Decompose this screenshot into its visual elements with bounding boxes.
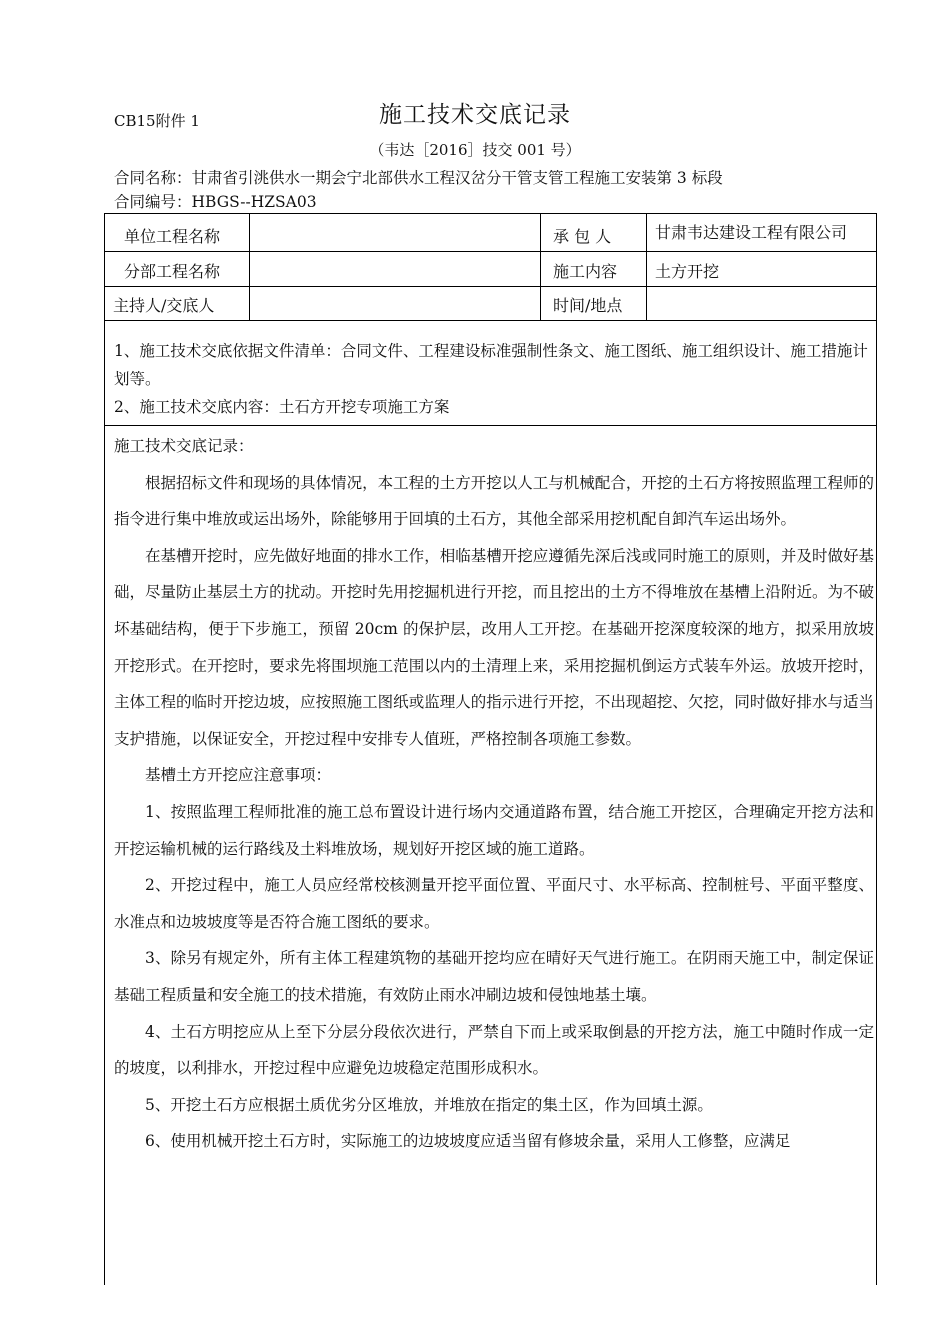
basis-content: 2、施工技术交底内容：土石方开挖专项施工方案 (114, 398, 450, 416)
contract-name: 合同名称：甘肃省引洮供水一期会宁北部供水工程汉岔分干管支管工程施工安装第 3 标段 (114, 169, 723, 187)
construction-content-label: 施工内容 (553, 262, 618, 281)
document-number: （韦达［2016］技交 001 号） (369, 141, 581, 159)
table-col-divider (540, 213, 541, 320)
paragraph: 3、除另有规定外，所有主体工程建筑物的基础开挖均应在晴好天气进行施工。在阴雨天施工中，制定保证基础工程质量和安全施工的技术措施，有效防止雨水冲刷边坡和侵蚀地基土壤。 (114, 949, 874, 1004)
paragraph: 5、开挖土石方应根据土质优劣分区堆放，并堆放在指定的集土区，作为回填土源。 (145, 1095, 713, 1114)
paragraph: 基槽土方开挖应注意事项： (145, 766, 332, 785)
construction-content-value: 土方开挖 (655, 262, 720, 281)
basis-documents: 1、施工技术交底依据文件清单：合同文件、工程建设标准强制性条文、施工图纸、施工组织设计、施工措施计划等。 (114, 342, 868, 388)
table-col-divider (646, 213, 647, 320)
record-heading: 施工技术交底记录： (114, 437, 254, 455)
table-col-divider (249, 213, 250, 320)
time-place-label: 时间/地点 (553, 296, 623, 315)
paragraph: 在基槽开挖时，应先做好地面的排水工作，相临基槽开挖应遵循先深后浅或同时施工的原则，并及时做好基础，尽量防止基层土方的扰动。开挖时先用挖掘机进行开挖，而且挖出的土方不得堆放在基槽上沿附近。为不破坏基础结构，便于下步施工，预留 20cm 的保护层，改用人工开挖。在基础开挖深度较深的地方，拟采用放坡开挖形式。在开挖时，要求先将围坝施工范围以内的土清理上来，采用挖掘机倒运方式装车外运。放坡开挖时，主体工程的临时开挖边坡，应按照施工图纸或监理人的指示进行开挖，不出现超挖、欠挖，同时做好排水与适当支护措施，以保证安全，开挖过程中安排专人值班，严格控制各项施工参数。 (114, 546, 874, 748)
contractor-label: 承 包 人 (553, 227, 612, 246)
contractor-value: 甘肃韦达建设工程有限公司 (655, 223, 848, 242)
record-body (114, 428, 874, 1160)
contract-number: 合同编号：HBGS--HZSA03 (114, 193, 317, 211)
presenter-label: 主持人/交底人 (113, 296, 215, 315)
paragraph: 2、开挖过程中，施工人员应经常校核测量开挖平面位置、平面尺寸、水平标高、控制桩号、平面平整度、水准点和边坡坡度等是否符合施工图纸的要求。 (114, 876, 874, 931)
paragraph: 根据招标文件和现场的具体情况，本工程的土方开挖以人工与机械配合，开挖的土石方将按照监理工程师的指令进行集中堆放或运出场外，除能够用于回填的土石方，其他全部采用挖机配自卸汽车运出场外。 (114, 473, 874, 529)
table-row-divider (104, 251, 877, 252)
division-project-label: 分部工程名称 (124, 262, 221, 281)
table-row-divider (104, 320, 877, 321)
paragraph: 1、按照监理工程师批准的施工总布置设计进行场内交通道路布置，结合施工开挖区，合理确定开挖方法和开挖运输机械的运行路线及土料堆放场，规划好开挖区域的施工道路。 (114, 802, 874, 858)
paragraph: 6、使用机械开挖土石方时，实际施工的边坡坡度应适当留有修坡余量，采用人工修整，应满足 (145, 1132, 791, 1151)
paragraph: 4、土石方明挖应从上至下分层分段依次进行，严禁自下而上或采取倒悬的开挖方法，施工中随时作成一定的坡度，以利排水，开挖过程中应避免边坡稳定范围形成积水。 (114, 1022, 874, 1078)
document-title: 施工技术交底记录 (379, 102, 571, 128)
table-row-divider (104, 286, 877, 287)
unit-project-label: 单位工程名称 (124, 227, 221, 246)
table-row-divider (104, 425, 877, 426)
attachment-tag: CB15附件 1 (114, 112, 200, 130)
